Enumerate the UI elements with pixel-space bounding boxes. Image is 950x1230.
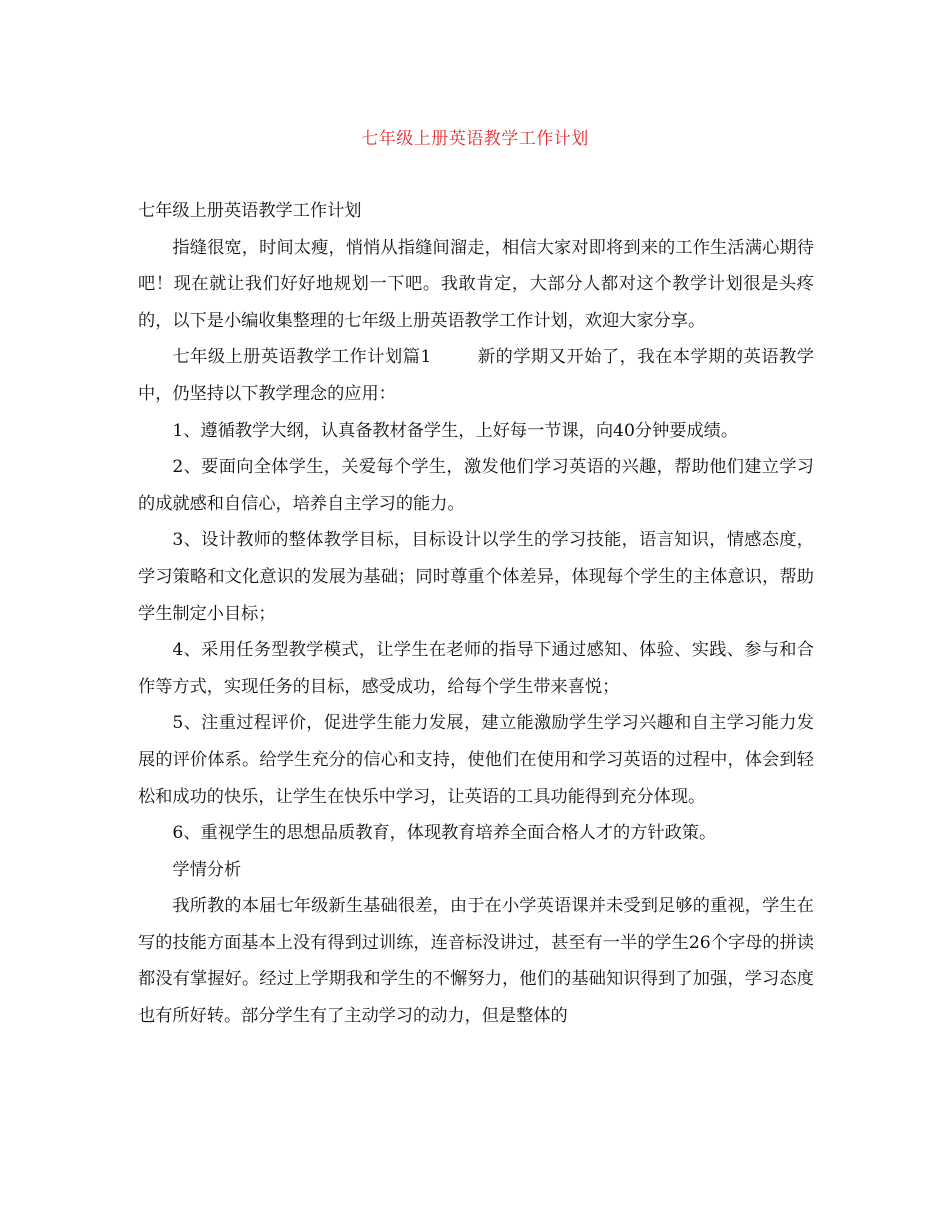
list-item-2: 2、要面向全体学生，关爱每个学生，激发他们学习英语的兴趣，帮助他们建立学习的成就感和自信心，培养自主学习的能力。 bbox=[138, 457, 814, 514]
document-body bbox=[138, 193, 814, 1035]
analysis-heading: 学情分析 bbox=[172, 859, 242, 880]
section-1-text: 新的学期又开始了，我在本学期的英语教学中，仍坚持以下教学理念的应用： bbox=[138, 347, 814, 404]
analysis-paragraph: 我所教的本届七年级新生基础很差，由于在小学英语课并未受到足够的重视，学生在写的技能方面基本上没有得到过训练，连音标没讲过，甚至有一半的学生26个字母的拼读都没有掌握好。经过上学期我和学生的不懈努力，他们的基础知识得到了加强，学习态度也有所好转。部分学生有了主动学习的动力，但是整体的 bbox=[138, 896, 814, 1027]
list-item-5: 5、注重过程评价，促进学生能力发展，建立能激励学生学习兴趣和自主学习能力发展的评价体系。给学生充分的信心和支持，使他们在使用和学习英语的过程中，体会到轻松和成功的快乐，让学生在快乐中学习，让英语的工具功能得到充分体现。 bbox=[138, 713, 814, 807]
document-subtitle: 七年级上册英语教学工作计划 bbox=[138, 201, 362, 221]
intro-paragraph: 指缝很宽，时间太瘦，悄悄从指缝间溜走，相信大家对即将到来的工作生活满心期待吧！现在就让我们好好地规划一下吧。我敢肯定，大部分人都对这个教学计划很是头疼的，以下是小编收集整理的七年级上册英语教学工作计划，欢迎大家分享。 bbox=[138, 237, 814, 331]
section-1-paragraph bbox=[138, 339, 814, 412]
list-item-1: 1、遵循教学大纲，认真备教材备学生，上好每一节课，向40分钟要成绩。 bbox=[172, 420, 739, 441]
list-item-4: 4、采用任务型教学模式，让学生在老师的指导下通过感知、体验、实践、参与和合作等方式，实现任务的目标，感受成功，给每个学生带来喜悦； bbox=[138, 640, 814, 697]
document-title: 七年级上册英语教学工作计划 bbox=[361, 129, 589, 149]
list-item-6: 6、重视学生的思想品质教育，体现教育培养全面合格人才的方针政策。 bbox=[172, 823, 717, 844]
section-1-heading: 七年级上册英语教学工作计划篇1 bbox=[172, 347, 432, 368]
list-item-3: 3、设计教师的整体教学目标，目标设计以学生的学习技能，语言知识，情感态度，学习策略和文化意识的发展为基础；同时尊重个体差异，体现每个学生的主体意识，帮助学生制定小目标； bbox=[138, 530, 814, 624]
